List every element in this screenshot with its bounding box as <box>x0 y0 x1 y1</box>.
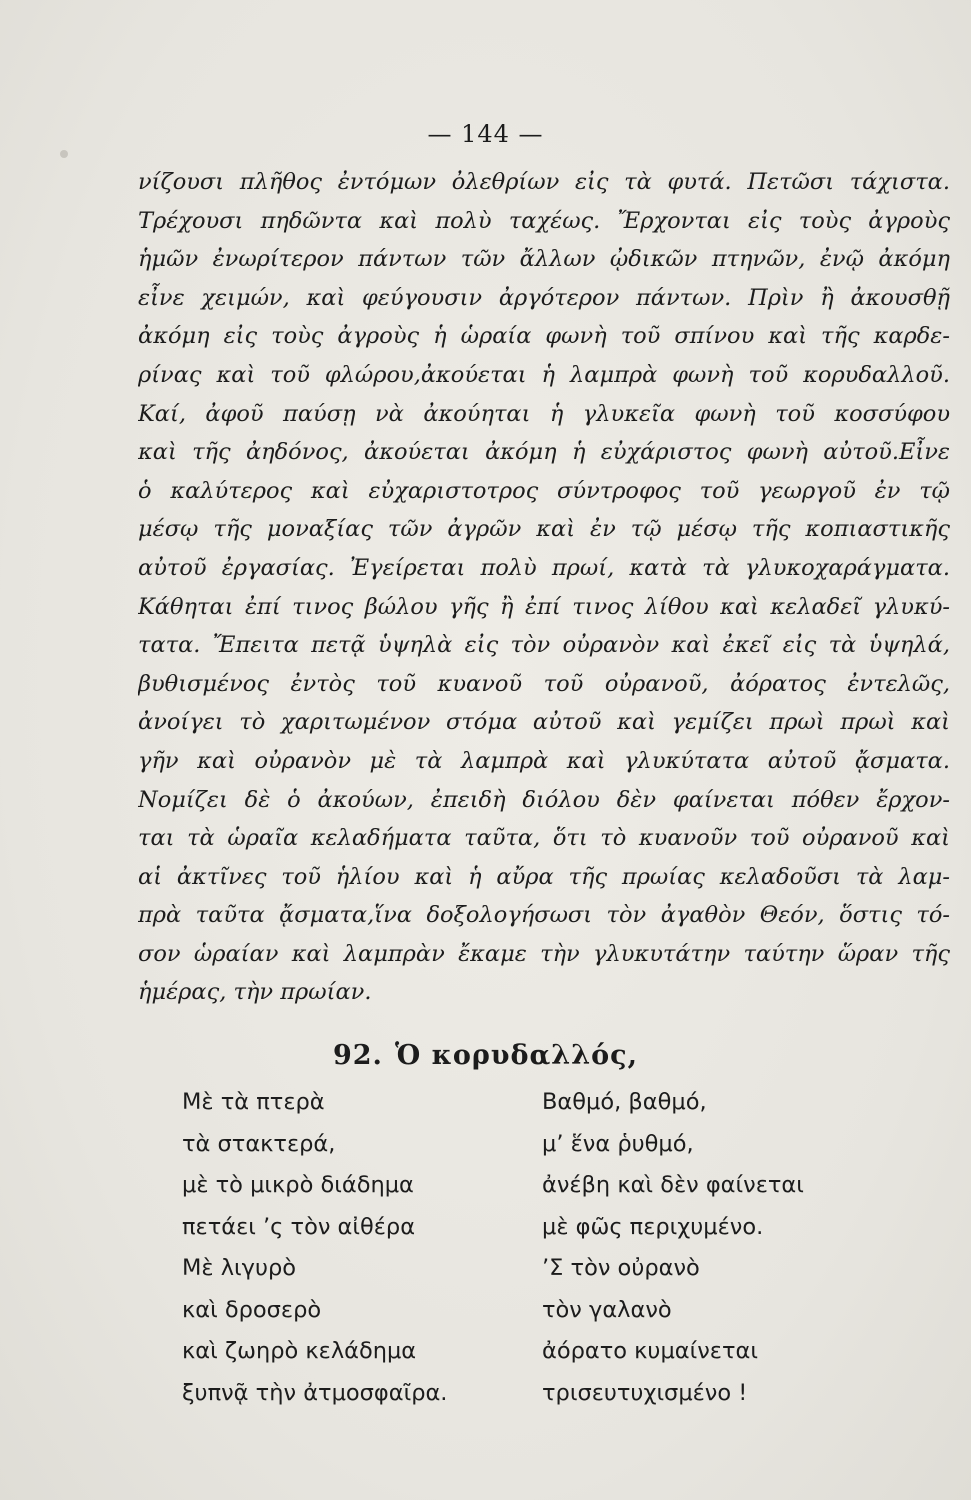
verse-line: μ’ ἕνα ῥυθμό, <box>542 1130 694 1157</box>
prose-line: ἀκόμη εἰς τοὺς ἀγροὺς ἡ ὡραία φωνὴ τοῦ σπίνου καὶ τῆς καρδε- <box>138 323 950 350</box>
prose-line: νίζουσι πλῆθος ἐντόμων ὀλεθρίων εἰς τὰ φυτά. Πετῶσι τάχιστα. <box>138 169 950 195</box>
prose-line: σον ὡραίαν καὶ λαμπρὰν ἔκαμε τὴν γλυκυτάτην ταύτην ὥραν τῆς <box>138 940 950 967</box>
verse-line: τὸν γαλανὸ <box>542 1296 672 1323</box>
prose-line: εἶνε χειμών, καὶ φεύγουσιν ἀργότερον πάντων. Πρὶν ἢ ἀκουσθῇ <box>138 284 950 311</box>
verse-line: μὲ φῶς περιχυμένο. <box>542 1213 764 1240</box>
verse-line: Μὲ λιγυρὸ <box>182 1255 297 1281</box>
verse-line: ’Σ τὸν οὐρανὸ <box>542 1255 700 1281</box>
verse-line: καὶ ζωηρὸ κελάδημα <box>182 1338 417 1364</box>
verse-line: μὲ τὸ μικρὸ διάδημα <box>182 1172 414 1198</box>
prose-line: Νομίζει δὲ ὁ ἀκούων, ἐπειδὴ διόλου δὲν φαίνεται πόθεν ἔρχον- <box>138 786 950 813</box>
verse-line: τὰ στακτερά, <box>182 1130 336 1157</box>
verse-line: ξυπνᾷ τὴν ἀτμοσφαῖρα. <box>182 1379 448 1406</box>
prose-line: ται τὰ ὡραῖα κελαδήματα ταῦτα, ὅτι τὸ κυανοῦν τοῦ οὐρανοῦ καὶ <box>138 825 950 852</box>
prose-line: τατα. Ἔπειτα πετᾷ ὑψηλὰ εἰς τὸν οὐρανὸν καὶ ἐκεῖ εἰς τὰ ὑψηλά, <box>138 632 950 659</box>
prose-line: ρίνας καὶ τοῦ φλώρου,ἀκούεται ἡ λαμπρὰ φωνὴ τοῦ κορυδαλλοῦ. <box>138 361 950 388</box>
prose-line: Τρέχουσι πηδῶντα καὶ πολὺ ταχέως. Ἔρχονται εἰς τοὺς ἀγροὺς <box>138 207 950 234</box>
prose-line: πρὰ ταῦτα ᾄσματα,ἵνα δοξολογήσωσι τὸν ἀγαθὸν Θεόν, ὅστις τό- <box>138 902 950 929</box>
verse-line: καὶ δροσερὸ <box>182 1296 322 1323</box>
prose-line: γῆν καὶ οὐρανὸν μὲ τὰ λαμπρὰ καὶ γλυκύτατα αὐτοῦ ᾄσματα. <box>138 747 950 774</box>
verse-line: τρισευτυχισμένο ! <box>542 1379 748 1406</box>
verse-line: πετάει ’ς τὸν αἰθέρα <box>182 1213 416 1240</box>
paper-blemish <box>60 150 68 158</box>
prose-line: Καί, ἀφοῦ παύσῃ νὰ ἀκούηται ἡ γλυκεῖα φωνὴ τοῦ κοσσύφου <box>138 400 950 427</box>
prose-line: βυθισμένος ἐντὸς τοῦ κυανοῦ τοῦ οὐρανοῦ, ἀόρατος ἐντελῶς, <box>138 670 950 697</box>
prose-line: Κάθηται ἐπί τινος βώλου γῆς ἢ ἐπί τινος λίθου καὶ κελαδεῖ γλυκύ- <box>138 593 950 620</box>
prose-paragraph <box>138 163 950 1012</box>
prose-line: ἡμέρας, τὴν πρωίαν. <box>138 979 372 1006</box>
verse-line: ἀόρατο κυμαίνεται <box>542 1338 758 1364</box>
poem-right-stanza <box>542 1082 804 1414</box>
prose-line: καὶ τῆς ἀηδόνος, ἀκούεται ἀκόμη ἡ εὐχάριστος φωνὴ αὐτοῦ.Εἶνε <box>138 439 950 466</box>
poem-left-stanza <box>182 1082 447 1414</box>
prose-line: ὁ καλύτερος καὶ εὐχαριστοτρος σύντροφος τοῦ γεωργοῦ ἐν τῷ <box>138 477 950 504</box>
prose-line: ἡμῶν ἐνωρίτερον πάντων τῶν ἄλλων ᾠδικῶν πτηνῶν, ἐνῷ ἀκόμη <box>138 246 950 273</box>
verse-line: ἀνέβη καὶ δὲν φαίνεται <box>542 1172 804 1198</box>
prose-line: αἱ ἀκτῖνες τοῦ ἡλίου καὶ ἡ αὔρα τῆς πρωίας κελαδοῦσι τὰ λαμ- <box>138 863 950 890</box>
verse-line: Μὲ τὰ πτερὰ <box>182 1089 325 1115</box>
prose-line: μέσῳ τῆς μοναξίας τῶν ἀγρῶν καὶ ἐν τῷ μέσῳ τῆς κοπιαστικῆς <box>138 516 950 543</box>
prose-line: αὐτοῦ ἐργασίας. Ἐγείρεται πολὺ πρωί, κατὰ τὰ γλυκοχαράγματα. <box>138 554 950 581</box>
poem-number: 92. <box>332 1040 383 1071</box>
page-number: — 144 — <box>427 120 544 148</box>
prose-line: ἀνοίγει τὸ χαριτωμένον στόμα αὐτοῦ καὶ γεμίζει πρωὶ πρωὶ καὶ <box>138 709 950 736</box>
poem-heading <box>0 1040 971 1071</box>
poem-title: Ὁ κορυδαλλός, <box>394 1040 639 1071</box>
verse-line: Βαθμό, βαθμό, <box>542 1089 707 1115</box>
